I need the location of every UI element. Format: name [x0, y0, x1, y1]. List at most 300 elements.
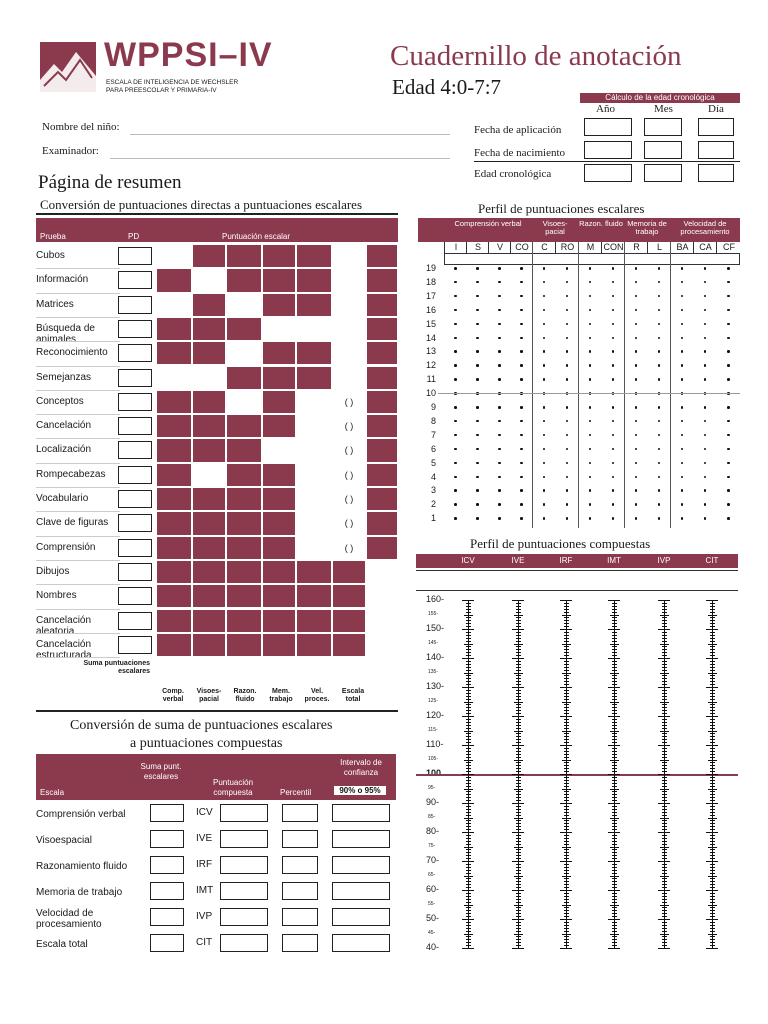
profile-point[interactable] [520, 503, 523, 506]
scaled-score-cell[interactable] [156, 609, 192, 633]
profile-point[interactable] [498, 489, 501, 492]
profile-point[interactable] [589, 378, 592, 381]
profile-point[interactable] [543, 378, 546, 381]
profile-point[interactable] [681, 378, 684, 381]
profile-point[interactable] [727, 309, 730, 312]
profile-point[interactable] [612, 503, 615, 506]
profile-point[interactable] [704, 337, 707, 340]
profile-point[interactable] [454, 309, 457, 312]
scaled-score-cell[interactable] [156, 414, 192, 438]
profile-point[interactable] [635, 337, 638, 340]
raw-score-field[interactable] [118, 466, 152, 484]
profile-point[interactable] [498, 309, 501, 312]
profile-point[interactable] [543, 323, 546, 326]
profile-point[interactable] [681, 434, 684, 437]
profile-point[interactable] [612, 406, 615, 409]
profile-point[interactable] [589, 476, 592, 479]
scaled-score-cell[interactable] [156, 293, 192, 317]
profile-point[interactable] [454, 364, 457, 367]
profile-point[interactable] [520, 420, 523, 423]
scaled-score-cell[interactable] [296, 511, 332, 535]
scaled-score-cell[interactable] [262, 293, 296, 317]
scaled-score-cell[interactable] [296, 268, 332, 292]
profile-point[interactable] [681, 337, 684, 340]
scaled-score-cell[interactable] [226, 511, 262, 535]
scaled-score-cell[interactable] [262, 536, 296, 560]
profile-point[interactable] [498, 462, 501, 465]
raw-score-field[interactable] [118, 514, 152, 532]
profile-point[interactable] [727, 462, 730, 465]
scaled-score-cell[interactable] [156, 511, 192, 535]
profile-point[interactable] [727, 420, 730, 423]
profile-point[interactable] [543, 295, 546, 298]
profile-point[interactable] [476, 350, 479, 353]
profile-point[interactable] [681, 517, 684, 520]
raw-score-field[interactable] [118, 320, 152, 338]
scaled-score-cell[interactable] [332, 633, 366, 657]
profile-point[interactable] [612, 323, 615, 326]
profile-point[interactable] [704, 489, 707, 492]
profile-point[interactable] [520, 323, 523, 326]
profile-point[interactable] [658, 406, 661, 409]
scaled-score-cell[interactable] [262, 584, 296, 608]
profile-point[interactable] [543, 448, 546, 451]
profile-point[interactable] [543, 337, 546, 340]
profile-point[interactable] [520, 462, 523, 465]
profile-point[interactable] [612, 448, 615, 451]
profile-point[interactable] [476, 323, 479, 326]
profile-point[interactable] [612, 295, 615, 298]
profile-point[interactable] [658, 337, 661, 340]
raw-score-field[interactable] [118, 369, 152, 387]
profile-point[interactable] [589, 489, 592, 492]
profile-point[interactable] [454, 489, 457, 492]
profile-point[interactable] [681, 448, 684, 451]
sum-scaled-field[interactable] [150, 934, 184, 952]
scaled-score-cell[interactable] [262, 633, 296, 657]
profile-point[interactable] [520, 476, 523, 479]
profile-point[interactable] [704, 309, 707, 312]
profile-point[interactable] [566, 323, 569, 326]
profile-point[interactable] [727, 517, 730, 520]
scaled-score-cell[interactable] [156, 487, 192, 511]
profile-point[interactable] [612, 476, 615, 479]
profile-point[interactable] [589, 434, 592, 437]
profile-point[interactable] [727, 434, 730, 437]
profile-point[interactable] [658, 434, 661, 437]
profile-point[interactable] [589, 295, 592, 298]
profile-point[interactable] [589, 448, 592, 451]
profile-point[interactable] [704, 462, 707, 465]
profile-point[interactable] [543, 281, 546, 284]
composite-score-field[interactable] [220, 830, 268, 848]
profile-point[interactable] [454, 337, 457, 340]
profile-point[interactable] [589, 406, 592, 409]
scaled-score-cell[interactable] [156, 341, 192, 365]
profile-point[interactable] [543, 364, 546, 367]
scaled-score-cell[interactable] [332, 293, 366, 317]
scaled-score-cell[interactable] [296, 438, 332, 462]
sum-scaled-field[interactable] [150, 882, 184, 900]
profile-point[interactable] [498, 406, 501, 409]
percentile-field[interactable] [282, 804, 318, 822]
raw-score-field[interactable] [118, 587, 152, 605]
sum-scaled-field[interactable] [150, 830, 184, 848]
profile-point[interactable] [658, 489, 661, 492]
profile-point[interactable] [635, 267, 638, 270]
profile-point[interactable] [704, 267, 707, 270]
profile-point[interactable] [727, 295, 730, 298]
profile-point[interactable] [589, 462, 592, 465]
scaled-score-cell[interactable] [262, 560, 296, 584]
scaled-score-cell[interactable] [192, 438, 226, 462]
profile-point[interactable] [635, 323, 638, 326]
profile-point[interactable] [476, 503, 479, 506]
scaled-score-cell[interactable] [192, 487, 226, 511]
scaled-score-cell[interactable] [226, 390, 262, 414]
profile-point[interactable] [543, 434, 546, 437]
profile-point[interactable] [589, 323, 592, 326]
confidence-interval-field[interactable] [332, 882, 390, 900]
profile-point[interactable] [612, 364, 615, 367]
profile-point[interactable] [704, 378, 707, 381]
scaled-score-cell[interactable] [332, 244, 366, 268]
scaled-score-cell[interactable] [296, 390, 332, 414]
profile-point[interactable] [543, 517, 546, 520]
profile-point[interactable] [589, 281, 592, 284]
profile-point[interactable] [681, 364, 684, 367]
profile-point[interactable] [476, 378, 479, 381]
scaled-score-cell[interactable] [192, 390, 226, 414]
scaled-score-cell[interactable] [262, 487, 296, 511]
profile-point[interactable] [498, 350, 501, 353]
scaled-score-cell[interactable] [192, 317, 226, 341]
profile-point[interactable] [566, 337, 569, 340]
raw-score-field[interactable] [118, 393, 152, 411]
profile-point[interactable] [476, 462, 479, 465]
profile-point[interactable] [566, 364, 569, 367]
scaled-score-cell[interactable] [192, 536, 226, 560]
profile-point[interactable] [566, 448, 569, 451]
profile-point[interactable] [727, 406, 730, 409]
profile-point[interactable] [635, 503, 638, 506]
profile-point[interactable] [727, 448, 730, 451]
scaled-score-cell[interactable] [262, 268, 296, 292]
profile-point[interactable] [612, 337, 615, 340]
scaled-score-cell[interactable] [296, 244, 332, 268]
scaled-score-cell[interactable] [332, 317, 366, 341]
profile-point[interactable] [520, 281, 523, 284]
scaled-score-cell[interactable] [156, 244, 192, 268]
scaled-score-cell[interactable] [296, 487, 332, 511]
profile-point[interactable] [612, 350, 615, 353]
profile-point[interactable] [658, 267, 661, 270]
scaled-score-cell[interactable] [192, 414, 226, 438]
scaled-score-cell[interactable] [262, 317, 296, 341]
profile-point[interactable] [681, 267, 684, 270]
profile-point[interactable] [498, 420, 501, 423]
profile-point[interactable] [658, 281, 661, 284]
confidence-interval-field[interactable] [332, 804, 390, 822]
profile-point[interactable] [589, 364, 592, 367]
scaled-score-cell[interactable] [192, 584, 226, 608]
profile-point[interactable] [612, 420, 615, 423]
raw-score-field[interactable] [118, 344, 152, 362]
raw-score-field[interactable] [118, 563, 152, 581]
scaled-score-cell[interactable] [226, 560, 262, 584]
birth-day-field[interactable] [698, 141, 734, 159]
profile-point[interactable] [658, 350, 661, 353]
profile-point[interactable] [520, 406, 523, 409]
age-month-field[interactable] [644, 164, 682, 182]
profile-point[interactable] [520, 309, 523, 312]
profile-point[interactable] [454, 462, 457, 465]
profile-point[interactable] [543, 350, 546, 353]
profile-point[interactable] [658, 378, 661, 381]
profile-point[interactable] [727, 337, 730, 340]
profile-point[interactable] [476, 476, 479, 479]
profile-point[interactable] [704, 503, 707, 506]
profile-point[interactable] [498, 337, 501, 340]
profile-point[interactable] [454, 503, 457, 506]
profile-point[interactable] [704, 323, 707, 326]
profile-point[interactable] [727, 503, 730, 506]
profile-point[interactable] [681, 462, 684, 465]
profile-point[interactable] [476, 295, 479, 298]
scaled-score-cell[interactable] [262, 366, 296, 390]
profile-point[interactable] [727, 350, 730, 353]
profile-point[interactable] [543, 267, 546, 270]
scaled-score-cell[interactable] [192, 244, 226, 268]
profile-point[interactable] [543, 476, 546, 479]
profile-point[interactable] [454, 323, 457, 326]
profile-point[interactable] [727, 476, 730, 479]
profile-point[interactable] [498, 295, 501, 298]
application-day-field[interactable] [698, 118, 734, 136]
profile-point[interactable] [543, 462, 546, 465]
profile-point[interactable] [681, 281, 684, 284]
profile-point[interactable] [476, 434, 479, 437]
composite-score-field[interactable] [220, 882, 268, 900]
profile-point[interactable] [566, 517, 569, 520]
scaled-score-cell[interactable] [156, 584, 192, 608]
profile-point[interactable] [566, 462, 569, 465]
profile-point[interactable] [454, 350, 457, 353]
profile-point[interactable] [566, 350, 569, 353]
profile-point[interactable] [681, 503, 684, 506]
profile-point[interactable] [727, 378, 730, 381]
scaled-score-cell[interactable] [296, 317, 332, 341]
profile-point[interactable] [635, 476, 638, 479]
profile-point[interactable] [589, 309, 592, 312]
profile-point[interactable] [476, 517, 479, 520]
profile-point[interactable] [589, 517, 592, 520]
profile-point[interactable] [476, 281, 479, 284]
profile-point[interactable] [704, 364, 707, 367]
profile-point[interactable] [566, 309, 569, 312]
profile-point[interactable] [681, 295, 684, 298]
profile-point[interactable] [476, 267, 479, 270]
profile-point[interactable] [681, 309, 684, 312]
scaled-score-cell[interactable] [262, 463, 296, 487]
birth-year-field[interactable] [584, 141, 632, 159]
profile-point[interactable] [635, 309, 638, 312]
scaled-score-cell[interactable] [192, 633, 226, 657]
profile-point[interactable] [520, 350, 523, 353]
scaled-score-cell[interactable] [296, 609, 332, 633]
scaled-score-cell[interactable] [156, 463, 192, 487]
profile-point[interactable] [476, 448, 479, 451]
scaled-score-cell[interactable] [156, 560, 192, 584]
confidence-interval-field[interactable] [332, 830, 390, 848]
profile-point[interactable] [543, 309, 546, 312]
profile-point[interactable] [635, 448, 638, 451]
profile-point[interactable] [476, 309, 479, 312]
scaled-score-cell[interactable] [296, 560, 332, 584]
age-day-field[interactable] [698, 164, 734, 182]
profile-point[interactable] [681, 350, 684, 353]
profile-point[interactable] [635, 420, 638, 423]
profile-point[interactable] [476, 364, 479, 367]
scaled-score-cell[interactable] [262, 414, 296, 438]
scaled-score-cell[interactable] [226, 414, 262, 438]
scaled-score-cell[interactable] [332, 560, 366, 584]
scaled-score-cell[interactable] [226, 438, 262, 462]
scaled-score-cell[interactable] [332, 366, 366, 390]
scaled-score-cell[interactable] [296, 366, 332, 390]
raw-score-field[interactable] [118, 296, 152, 314]
profile-point[interactable] [454, 378, 457, 381]
raw-score-field[interactable] [118, 247, 152, 265]
scaled-score-cell[interactable] [262, 511, 296, 535]
profile-point[interactable] [454, 476, 457, 479]
profile-point[interactable] [454, 517, 457, 520]
scaled-score-cell[interactable] [332, 341, 366, 365]
composite-score-field[interactable] [220, 908, 268, 926]
profile-point[interactable] [566, 489, 569, 492]
scaled-score-cell[interactable] [192, 511, 226, 535]
profile-point[interactable] [520, 378, 523, 381]
scaled-score-cell[interactable] [226, 487, 262, 511]
sum-scaled-field[interactable] [150, 908, 184, 926]
profile-point[interactable] [498, 476, 501, 479]
scaled-score-cell[interactable] [296, 584, 332, 608]
scaled-score-cell[interactable] [226, 609, 262, 633]
application-month-field[interactable] [644, 118, 682, 136]
profile-point[interactable] [658, 295, 661, 298]
scaled-score-cell[interactable] [262, 438, 296, 462]
raw-score-field[interactable] [118, 636, 152, 654]
scaled-score-cell[interactable] [156, 268, 192, 292]
profile-point[interactable] [498, 323, 501, 326]
profile-point[interactable] [498, 503, 501, 506]
profile-point[interactable] [612, 281, 615, 284]
confidence-interval-field[interactable] [332, 856, 390, 874]
scaled-score-cell[interactable] [156, 633, 192, 657]
scaled-score-cell[interactable] [296, 463, 332, 487]
composite-score-field[interactable] [220, 856, 268, 874]
profile-point[interactable] [566, 378, 569, 381]
profile-point[interactable] [589, 337, 592, 340]
profile-point[interactable] [498, 378, 501, 381]
profile-point[interactable] [543, 420, 546, 423]
profile-point[interactable] [681, 323, 684, 326]
profile-point[interactable] [520, 489, 523, 492]
profile-point[interactable] [476, 489, 479, 492]
scaled-score-cell[interactable] [332, 584, 366, 608]
scaled-score-cell[interactable] [296, 536, 332, 560]
scaled-score-cell[interactable] [156, 536, 192, 560]
percentile-field[interactable] [282, 856, 318, 874]
profile-point[interactable] [566, 295, 569, 298]
profile-point[interactable] [454, 267, 457, 270]
profile-point[interactable] [454, 420, 457, 423]
scaled-score-cell[interactable] [192, 560, 226, 584]
sum-scaled-field[interactable] [150, 856, 184, 874]
confidence-interval-field[interactable] [332, 934, 390, 952]
profile-point[interactable] [635, 434, 638, 437]
scaled-score-cell[interactable] [226, 317, 262, 341]
profile-point[interactable] [589, 350, 592, 353]
composite-score-field[interactable] [220, 804, 268, 822]
scaled-score-cell[interactable] [226, 268, 262, 292]
profile-point[interactable] [635, 517, 638, 520]
profile-point[interactable] [635, 295, 638, 298]
confidence-interval-field[interactable] [332, 908, 390, 926]
profile-point[interactable] [566, 503, 569, 506]
profile-point[interactable] [704, 281, 707, 284]
scaled-score-cell[interactable] [226, 341, 262, 365]
profile-point[interactable] [658, 517, 661, 520]
application-year-field[interactable] [584, 118, 632, 136]
scaled-score-cell[interactable] [226, 463, 262, 487]
scaled-score-cell[interactable] [262, 390, 296, 414]
raw-score-field[interactable] [118, 490, 152, 508]
profile-point[interactable] [704, 420, 707, 423]
profile-point[interactable] [727, 281, 730, 284]
profile-point[interactable] [498, 364, 501, 367]
profile-point[interactable] [635, 462, 638, 465]
raw-score-field[interactable] [118, 441, 152, 459]
percentile-field[interactable] [282, 830, 318, 848]
profile-point[interactable] [704, 350, 707, 353]
profile-point[interactable] [612, 489, 615, 492]
profile-point[interactable] [681, 420, 684, 423]
raw-score-field[interactable] [118, 271, 152, 289]
profile-point[interactable] [612, 462, 615, 465]
profile-point[interactable] [658, 364, 661, 367]
scaled-score-cell[interactable] [156, 317, 192, 341]
profile-point[interactable] [681, 489, 684, 492]
raw-score-field[interactable] [118, 417, 152, 435]
profile-point[interactable] [520, 517, 523, 520]
profile-point[interactable] [635, 406, 638, 409]
profile-point[interactable] [566, 267, 569, 270]
profile-point[interactable] [612, 378, 615, 381]
profile-point[interactable] [658, 420, 661, 423]
profile-point[interactable] [612, 309, 615, 312]
scaled-score-cell[interactable] [156, 366, 192, 390]
sum-scaled-field[interactable] [150, 804, 184, 822]
scaled-score-cell[interactable] [296, 633, 332, 657]
profile-point[interactable] [658, 476, 661, 479]
raw-score-field[interactable] [118, 539, 152, 557]
profile-point[interactable] [612, 267, 615, 270]
raw-score-field[interactable] [118, 612, 152, 630]
birth-month-field[interactable] [644, 141, 682, 159]
profile-point[interactable] [498, 267, 501, 270]
profile-point[interactable] [520, 337, 523, 340]
